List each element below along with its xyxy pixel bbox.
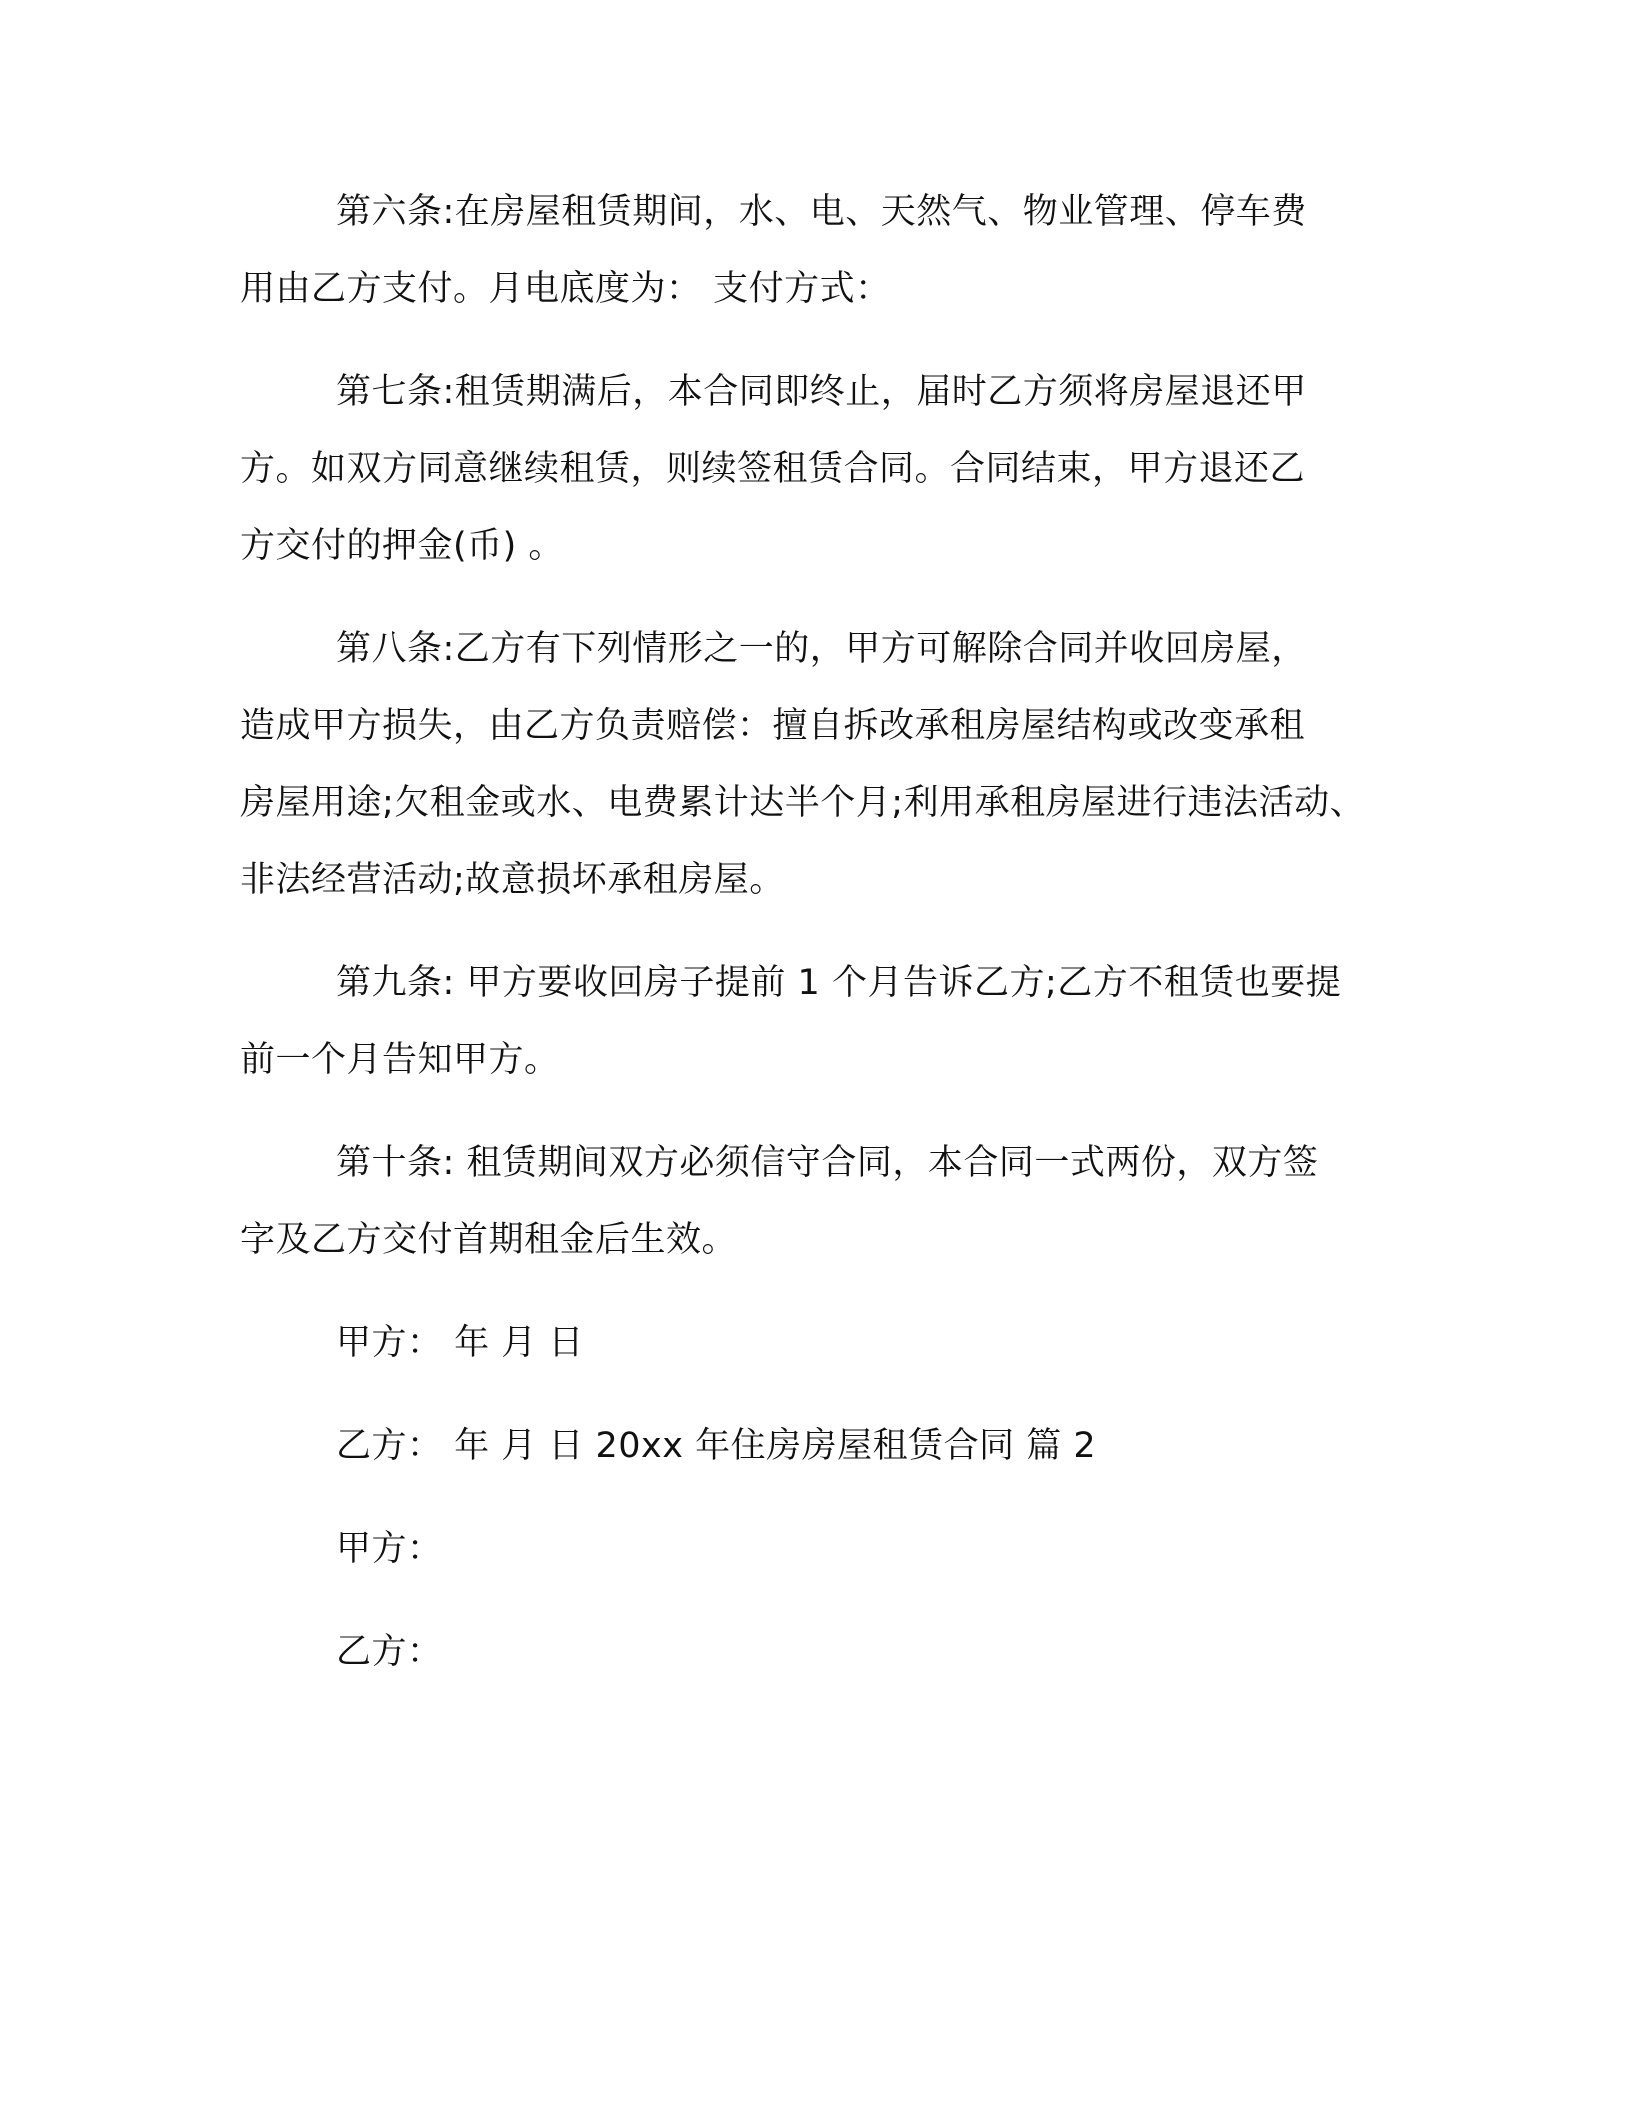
clause-9-line-2: 前一个月告知甲方。 — [240, 1040, 560, 1080]
clause-10-line-2: 字及乙方交付首期租金后生效。 — [240, 1220, 738, 1260]
clause-8-line-1: 第八条:乙方有下列情形之一的，甲方可解除合同并收回房屋， — [336, 629, 1307, 669]
clause-7-line-1: 第七条:租赁期满后，本合同即终止，届时乙方须将房屋退还甲 — [336, 372, 1307, 412]
clause-8-line-4: 非法经营活动;故意损坏承租房屋。 — [240, 860, 785, 900]
party-b-date-line: 乙方： 年 月 日 20xx 年住房房屋租赁合同 篇 2 — [336, 1426, 1097, 1466]
clause-8-line-2: 造成甲方损失，由乙方负责赔偿：擅自拆改承租房屋结构或改变承租 — [240, 706, 1306, 746]
party-a-date-line: 甲方： 年 月 日 — [336, 1323, 584, 1363]
clause-8-line-3: 房屋用途;欠租金或水、电费累计达半个月;利用承租房屋进行违法活动、 — [240, 783, 1366, 823]
clause-6-line-2: 用由乙方支付。月电底度为： 支付方式： — [240, 269, 891, 309]
party-a-line: 甲方： — [336, 1529, 443, 1569]
clause-7-line-2: 方。如双方同意继续租赁，则续签租赁合同。合同结束，甲方退还乙 — [240, 449, 1306, 489]
clause-7-line-3: 方交付的押金(币) 。 — [240, 526, 564, 566]
clause-10-line-1: 第十条: 租赁期间双方必须信守合同，本合同一式两份，双方签 — [336, 1143, 1319, 1183]
party-b-line: 乙方： — [336, 1632, 443, 1672]
clause-6-line-1: 第六条:在房屋租赁期间，水、电、天然气、物业管理、停车费 — [336, 192, 1307, 232]
clause-9-line-1: 第九条: 甲方要收回房子提前 1 个月告诉乙方;乙方不租赁也要提 — [336, 963, 1342, 1003]
